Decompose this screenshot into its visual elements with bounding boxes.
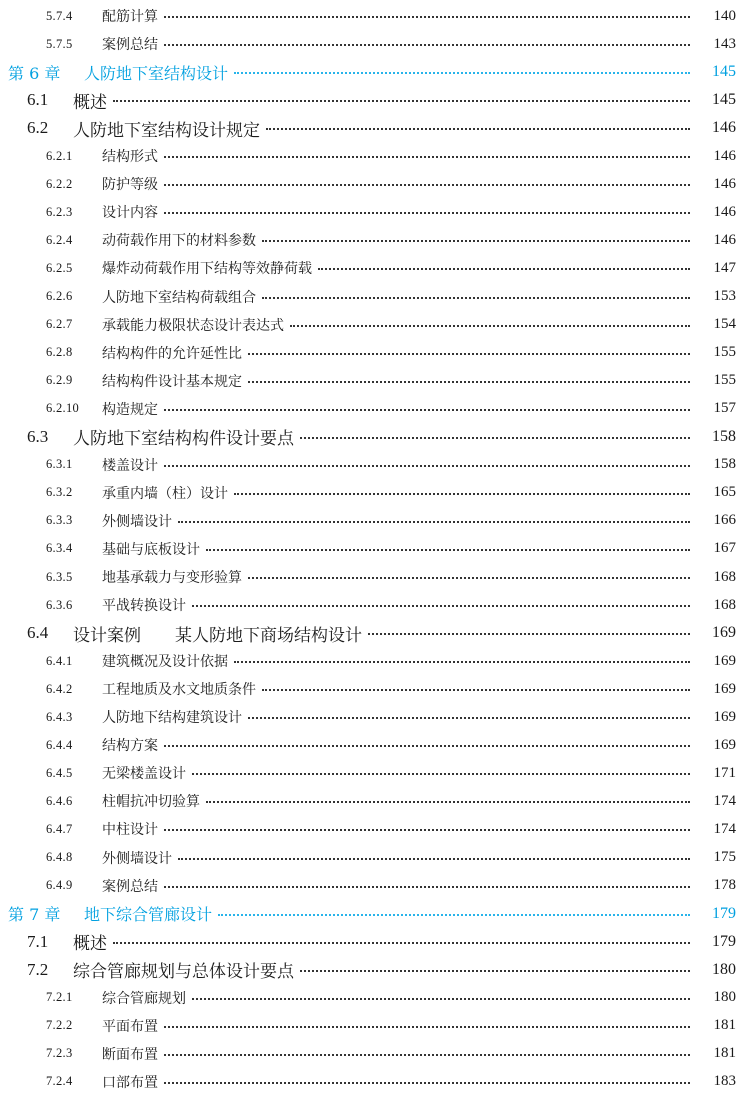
toc-subsection-row[interactable] <box>0 368 750 394</box>
dot-leader <box>248 577 690 579</box>
toc-entry-number: 6.4.1 <box>46 653 73 668</box>
toc-entry-title: 口部布置 <box>102 1074 158 1091</box>
toc-page-number: 145 <box>712 91 736 109</box>
toc-page-number: 169 <box>713 708 736 725</box>
toc-subsection-row[interactable] <box>0 816 750 842</box>
dot-leader <box>262 689 690 691</box>
toc-entry-title: 外侧墙设计 <box>102 513 172 530</box>
toc-entry-title: 平战转换设计 <box>102 598 186 615</box>
toc-entry-number: 6.1 <box>27 90 49 110</box>
toc-entry-number: 第 7 章 <box>8 905 61 925</box>
toc-entry-title: 平面布置 <box>102 1018 158 1035</box>
toc-entry-title: 概述 <box>73 92 107 113</box>
toc-page-number: 179 <box>712 904 736 922</box>
toc-page-number: 145 <box>712 63 736 81</box>
toc-entry-number: 6.2.5 <box>46 260 73 275</box>
toc-section-row[interactable] <box>0 929 750 955</box>
dot-leader <box>248 381 690 383</box>
toc-entry-number: 6.3.2 <box>46 485 73 500</box>
toc-page-number: 169 <box>713 652 736 669</box>
toc-subsection-row[interactable] <box>0 340 750 366</box>
toc-entry-title: 构造规定 <box>102 401 158 418</box>
toc-page-number: 143 <box>713 35 736 52</box>
dot-leader <box>164 212 690 214</box>
toc-subsection-row[interactable] <box>0 284 750 310</box>
dot-leader <box>300 437 690 439</box>
toc-subsection-row[interactable] <box>0 199 750 225</box>
toc-entry-number: 6.3.1 <box>46 457 73 472</box>
toc-entry-title: 地基承载力与变形验算 <box>102 570 242 586</box>
toc-entry-number: 6.3.6 <box>46 597 73 612</box>
toc-page-number: 171 <box>713 764 736 781</box>
toc-entry-title: 防护等级 <box>102 177 158 194</box>
toc-entry-title: 设计内容 <box>102 205 158 222</box>
toc-subsection-row[interactable] <box>0 676 750 702</box>
toc-entry-number: 6.3.3 <box>46 513 73 528</box>
dot-leader <box>248 353 690 355</box>
dot-leader <box>206 549 690 551</box>
toc-page-number: 147 <box>713 259 736 276</box>
toc-entry-number: 6.2.4 <box>46 232 73 247</box>
toc-page-number: 146 <box>713 231 736 248</box>
toc-entry-title: 概述 <box>73 934 107 955</box>
dot-leader <box>164 409 690 411</box>
toc-page-number: 166 <box>713 512 736 529</box>
toc-section-row[interactable] <box>0 620 750 646</box>
toc-entry-number: 5.7.5 <box>46 36 73 51</box>
toc-page-number: 183 <box>713 1073 736 1090</box>
toc-entry-number: 7.2.4 <box>46 1074 73 1089</box>
toc-subsection-row[interactable] <box>0 143 750 169</box>
toc-entry-title: 地下综合管廊设计 <box>84 905 213 925</box>
toc-subsection-row[interactable] <box>0 227 750 253</box>
dot-leader <box>178 858 690 860</box>
toc-subsection-row[interactable] <box>0 396 750 422</box>
toc-page-number: 181 <box>713 1045 736 1062</box>
dot-leader <box>318 268 690 270</box>
toc-section-row[interactable] <box>0 115 750 141</box>
toc-entry-title: 建筑概况及设计依据 <box>102 654 228 671</box>
toc-page-number: 158 <box>713 456 736 473</box>
toc-entry-number: 6.2.2 <box>46 176 73 191</box>
dot-leader <box>164 156 690 158</box>
toc-page-number: 169 <box>713 736 736 753</box>
toc-entry-number: 6.4.9 <box>46 878 73 893</box>
toc-entry-title: 结构构件的允许延性比 <box>102 345 242 362</box>
toc-chapter-row[interactable] <box>0 901 750 927</box>
toc-subsection-row[interactable] <box>0 452 750 478</box>
toc-page-number: 146 <box>712 119 736 137</box>
toc-page-number: 157 <box>713 400 736 417</box>
toc-entry-title: 案例总结 <box>102 37 158 54</box>
toc-entry-title: 工程地质及水文地质条件 <box>102 682 256 699</box>
toc-entry-title: 爆炸动荷载作用下结构等效静荷载 <box>102 261 312 278</box>
toc-subsection-row[interactable] <box>0 312 750 338</box>
toc-subsection-row[interactable] <box>0 732 750 758</box>
toc-section-row[interactable] <box>0 424 750 450</box>
toc-entry-number: 7.2.2 <box>46 1018 73 1033</box>
toc-subsection-row[interactable] <box>0 536 750 562</box>
toc-page-number: 140 <box>713 7 736 24</box>
toc-page-number: 153 <box>713 288 736 304</box>
toc-entry-title: 断面布置 <box>102 1046 158 1063</box>
toc-subsection-row[interactable] <box>0 255 750 281</box>
toc-entry-title: 承载能力极限状态设计表达式 <box>102 317 284 334</box>
dot-leader <box>178 521 690 523</box>
toc-section-row[interactable] <box>0 87 750 113</box>
toc-entry-title: 中柱设计 <box>102 822 158 839</box>
toc-subsection-row[interactable] <box>0 171 750 197</box>
toc-entry-number: 6.4.5 <box>46 765 73 780</box>
dot-leader <box>113 100 690 102</box>
toc-entry-number: 6.2.6 <box>46 289 73 303</box>
dot-leader <box>234 661 690 663</box>
toc-entry-number: 6.2.8 <box>46 345 73 360</box>
dot-leader <box>164 829 690 831</box>
toc-entry-number: 6.4.6 <box>46 793 73 808</box>
toc-page-number: 174 <box>713 820 736 837</box>
dot-leader <box>164 1082 690 1084</box>
toc-entry-title: 结构形式 <box>102 149 158 166</box>
toc-entry-title: 配筋计算 <box>102 9 158 25</box>
toc-entry-number: 6.2 <box>27 118 49 138</box>
dot-leader <box>164 1026 690 1028</box>
toc-subsection-row[interactable] <box>0 760 750 786</box>
dot-leader <box>113 942 690 944</box>
toc-page-number: 169 <box>712 624 736 642</box>
toc-entry-title: 柱帽抗冲切验算 <box>102 794 200 811</box>
toc-subsection-row[interactable] <box>0 31 750 57</box>
dot-leader <box>262 297 690 299</box>
dot-leader <box>368 633 690 635</box>
toc-page-number: 155 <box>713 344 736 361</box>
toc-entry-title: 外侧墙设计 <box>102 850 172 867</box>
dot-leader <box>192 998 690 1000</box>
toc-entry-number: 6.4.4 <box>46 737 73 752</box>
dot-leader <box>164 16 690 18</box>
toc-subsection-row[interactable] <box>0 480 750 506</box>
toc-page-number: 158 <box>712 427 736 445</box>
toc-entry-title: 基础与底板设计 <box>102 541 200 558</box>
toc-page-number: 146 <box>713 175 736 192</box>
toc-entry-title: 人防地下室结构构件设计要点 <box>73 429 294 450</box>
toc-entry-number: 6.4.3 <box>46 709 73 724</box>
toc-subsection-row[interactable] <box>0 1013 750 1039</box>
toc-entry-number: 6.2.7 <box>46 317 73 332</box>
toc-entry-title: 结构方案 <box>102 738 158 755</box>
toc-entry-title: 动荷载作用下的材料参数 <box>102 233 256 250</box>
toc-page-number: 167 <box>713 540 736 557</box>
toc-entry-number: 6.3 <box>27 426 49 446</box>
toc-subsection-row[interactable] <box>0 1041 750 1067</box>
toc-entry-number: 6.4.2 <box>46 681 73 696</box>
toc-entry-number: 6.4 <box>27 623 49 643</box>
dot-leader <box>164 886 690 888</box>
toc-entry-number: 6.2.3 <box>46 204 73 219</box>
toc-entry-title: 楼盖设计 <box>102 457 158 474</box>
toc-entry-number: 7.2.3 <box>46 1046 73 1061</box>
toc-entry-title: 人防地下室结构设计 <box>84 63 229 83</box>
toc-entry-title: 案例总结 <box>102 878 158 895</box>
dot-leader <box>206 801 690 803</box>
toc-subsection-row[interactable] <box>0 704 750 730</box>
dot-leader <box>218 914 690 916</box>
toc-subsection-row[interactable] <box>0 788 750 814</box>
dot-leader <box>262 240 690 242</box>
dot-leader <box>164 1054 690 1056</box>
toc-page-number: 179 <box>712 932 736 950</box>
toc-subsection-row[interactable] <box>0 564 750 590</box>
toc-page-number: 146 <box>713 147 736 164</box>
toc-entry-number: 7.1 <box>27 931 49 951</box>
toc-page-number: 181 <box>713 1017 736 1034</box>
toc-entry-title: 综合管廊规划 <box>102 990 186 1007</box>
toc-entry-title: 综合管廊规划与总体设计要点 <box>73 962 294 983</box>
dot-leader <box>164 44 690 46</box>
toc-page-number: 154 <box>713 316 736 333</box>
toc-entry-title: 设计案例 某人防地下商场结构设计 <box>73 625 362 646</box>
toc-page-number: 174 <box>713 792 736 809</box>
dot-leader <box>164 465 690 467</box>
toc-entry-number: 6.2.9 <box>46 373 73 388</box>
dot-leader <box>164 745 690 747</box>
dot-leader <box>266 128 690 130</box>
toc-subsection-row[interactable] <box>0 508 750 534</box>
toc-page-number: 155 <box>713 372 736 389</box>
toc-page-number: 168 <box>713 596 736 613</box>
dot-leader <box>234 493 690 495</box>
toc-entry-number: 第 6 章 <box>8 63 61 83</box>
dot-leader <box>234 72 690 74</box>
toc-entry-number: 5.7.4 <box>46 8 73 23</box>
toc-entry-number: 6.2.1 <box>46 148 73 163</box>
toc-page-number: 180 <box>713 989 736 1006</box>
toc-entry-number: 6.4.7 <box>46 821 73 836</box>
toc-page-number: 165 <box>713 484 736 501</box>
dot-leader <box>290 325 690 327</box>
dot-leader <box>300 970 690 972</box>
dot-leader <box>192 605 690 607</box>
toc-section-row[interactable] <box>0 957 750 983</box>
toc-entry-number: 6.3.5 <box>46 569 73 584</box>
toc-subsection-row[interactable] <box>0 3 750 29</box>
toc-subsection-row[interactable] <box>0 873 750 899</box>
toc-subsection-row[interactable] <box>0 985 750 1011</box>
toc-subsection-row[interactable] <box>0 845 750 871</box>
toc-page-number: 168 <box>713 568 736 585</box>
dot-leader <box>164 184 690 186</box>
toc-entry-title: 人防地下室结构荷载组合 <box>102 289 256 306</box>
toc-chapter-row[interactable] <box>0 59 750 85</box>
toc-entry-number: 7.2 <box>27 959 49 979</box>
toc-entry-number: 6.2.10 <box>46 401 80 416</box>
toc-subsection-row[interactable] <box>0 592 750 618</box>
toc-page-number: 180 <box>712 960 736 978</box>
dot-leader <box>248 717 690 719</box>
toc-entry-title: 结构构件设计基本规定 <box>102 373 242 390</box>
toc-entry-number: 7.2.1 <box>46 990 73 1005</box>
toc-entry-number: 6.4.8 <box>46 850 73 864</box>
toc-subsection-row[interactable] <box>0 1069 750 1095</box>
toc-entry-title: 人防地下室结构设计规定 <box>73 120 260 141</box>
dot-leader <box>192 773 690 775</box>
toc-page-number: 178 <box>713 877 736 894</box>
toc-page-number: 169 <box>713 680 736 697</box>
toc-entry-title: 人防地下结构建筑设计 <box>102 710 242 727</box>
toc-entry-number: 6.3.4 <box>46 541 73 556</box>
toc-page-number: 175 <box>713 849 736 865</box>
toc-page-number: 146 <box>713 203 736 220</box>
toc-subsection-row[interactable] <box>0 648 750 674</box>
toc-entry-title: 无梁楼盖设计 <box>102 766 186 783</box>
toc-entry-title: 承重内墙（柱）设计 <box>102 485 228 502</box>
